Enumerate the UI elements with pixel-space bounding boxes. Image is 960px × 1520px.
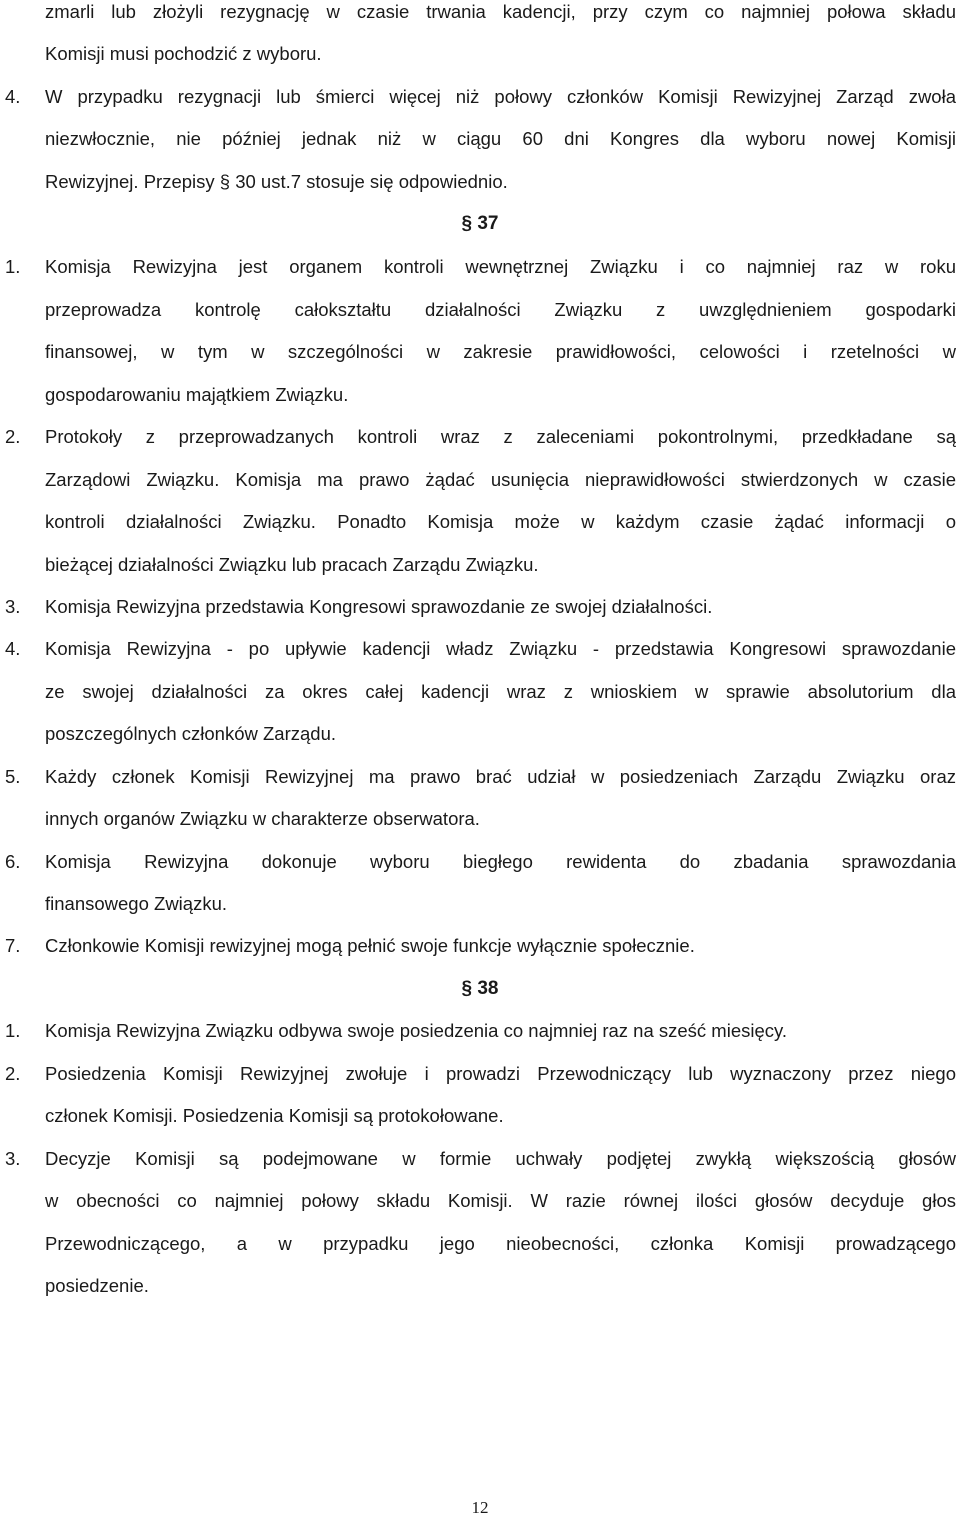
s37-item-1-line-3: finansowej, w tym w szczególności w zakresie prawidłowości, celowości i rzetelności w: [45, 341, 956, 362]
prev-point-4-line-3: Rewizyjnej. Przepisy § 30 ust.7 stosuje się odpowiednio.: [45, 171, 508, 192]
s38-item-2-line-2: członek Komisji. Posiedzenia Komisji są protokołowane.: [45, 1105, 504, 1126]
s37-item-2-number: 2.: [5, 426, 21, 447]
s37-item-1-line-4: gospodarowaniu majątkiem Związku.: [45, 384, 349, 405]
s37-item-7-number: 7.: [5, 935, 21, 956]
intro-line-2: Komisji musi pochodzić z wyboru.: [45, 43, 322, 64]
s37-item-1-number: 1.: [5, 256, 21, 277]
page-number: 12: [471, 1498, 489, 1517]
intro-line-1: zmarli lub złożyli rezygnację w czasie trwania kadencji, przy czym co najmniej połowa składu: [45, 1, 956, 22]
s38-item-3-line-1: Decyzje Komisji są podejmowane w formie uchwały podjętej zwykłą większością głosów: [45, 1148, 956, 1169]
s37-item-1-line-2: przeprowadza kontrolę całokształtu działalności Związku z uwzględnieniem gospodarki: [45, 299, 956, 320]
prev-point-4-number: 4.: [5, 86, 21, 107]
section-37-heading: § 37: [461, 213, 499, 234]
s37-item-4-line-1: Komisja Rewizyjna - po upływie kadencji władz Związku - przedstawia Kongresowi sprawozdanie: [45, 638, 956, 659]
s37-item-3-number: 3.: [5, 596, 21, 617]
s37-item-4-line-3: poszczególnych członków Zarządu.: [45, 723, 337, 744]
s38-item-3-line-4: posiedzenie.: [45, 1275, 149, 1296]
s37-item-5-line-2: innych organów Związku w charakterze obserwatora.: [45, 808, 480, 829]
s37-item-1-line-1: Komisja Rewizyjna jest organem kontroli wewnętrznej Związku i co najmniej raz w roku: [45, 256, 956, 277]
s37-item-3-line-1: Komisja Rewizyjna przedstawia Kongresowi sprawozdanie ze swojej działalności.: [45, 596, 713, 617]
s37-item-6-number: 6.: [5, 851, 21, 872]
s37-item-2-line-3: kontroli działalności Związku. Ponadto Komisja może w każdym czasie żądać informacji o: [45, 511, 956, 532]
s37-item-6-line-1: Komisja Rewizyjna dokonuje wyboru biegłego rewidenta do zbadania sprawozdania: [45, 851, 956, 872]
s37-item-2-line-2: Zarządowi Związku. Komisja ma prawo żądać usunięcia nieprawidłowości stwierdzonych w czasie: [45, 469, 956, 490]
s38-item-3-line-2: w obecności co najmniej połowy składu Komisji. W razie równej ilości głosów decyduje głos: [45, 1190, 956, 1211]
s37-item-4-line-2: ze swojej działalności za okres całej kadencji wraz z wnioskiem w sprawie absolutorium dla: [45, 681, 956, 702]
s38-item-3-number: 3.: [5, 1148, 21, 1169]
s38-item-2-number: 2.: [5, 1063, 21, 1084]
prev-point-4-line-2: niezwłocznie, nie później jednak niż w ciągu 60 dni Kongres dla wyboru nowej Komisji: [45, 128, 956, 149]
prev-point-4-line-1: W przypadku rezygnacji lub śmierci więcej niż połowy członków Komisji Rewizyjnej Zarząd zwoła: [45, 86, 956, 107]
s38-item-1-number: 1.: [5, 1020, 21, 1041]
s37-item-5-line-1: Każdy członek Komisji Rewizyjnej ma prawo brać udział w posiedzeniach Zarządu Związku oraz: [45, 766, 956, 787]
s37-item-7-line-1: Członkowie Komisji rewizyjnej mogą pełnić swoje funkcje wyłącznie społecznie.: [45, 935, 695, 956]
s37-item-2-line-4: bieżącej działalności Związku lub pracach Zarządu Związku.: [45, 554, 539, 575]
s38-item-3-line-3: Przewodniczącego, a w przypadku jego nieobecności, członka Komisji prowadzącego: [45, 1233, 956, 1254]
s37-item-6-line-2: finansowego Związku.: [45, 893, 228, 914]
s37-item-2-line-1: Protokoły z przeprowadzanych kontroli wraz z zaleceniami pokontrolnymi, przedkładane są: [45, 426, 956, 447]
section-38-heading: § 38: [461, 978, 499, 999]
s38-item-1-line-1: Komisja Rewizyjna Związku odbywa swoje posiedzenia co najmniej raz na sześć miesięcy.: [45, 1020, 788, 1041]
s37-item-5-number: 5.: [5, 766, 21, 787]
s38-item-2-line-1: Posiedzenia Komisji Rewizyjnej zwołuje i prowadzi Przewodniczący lub wyznaczony przez niego: [45, 1063, 956, 1084]
s37-item-4-number: 4.: [5, 638, 21, 659]
